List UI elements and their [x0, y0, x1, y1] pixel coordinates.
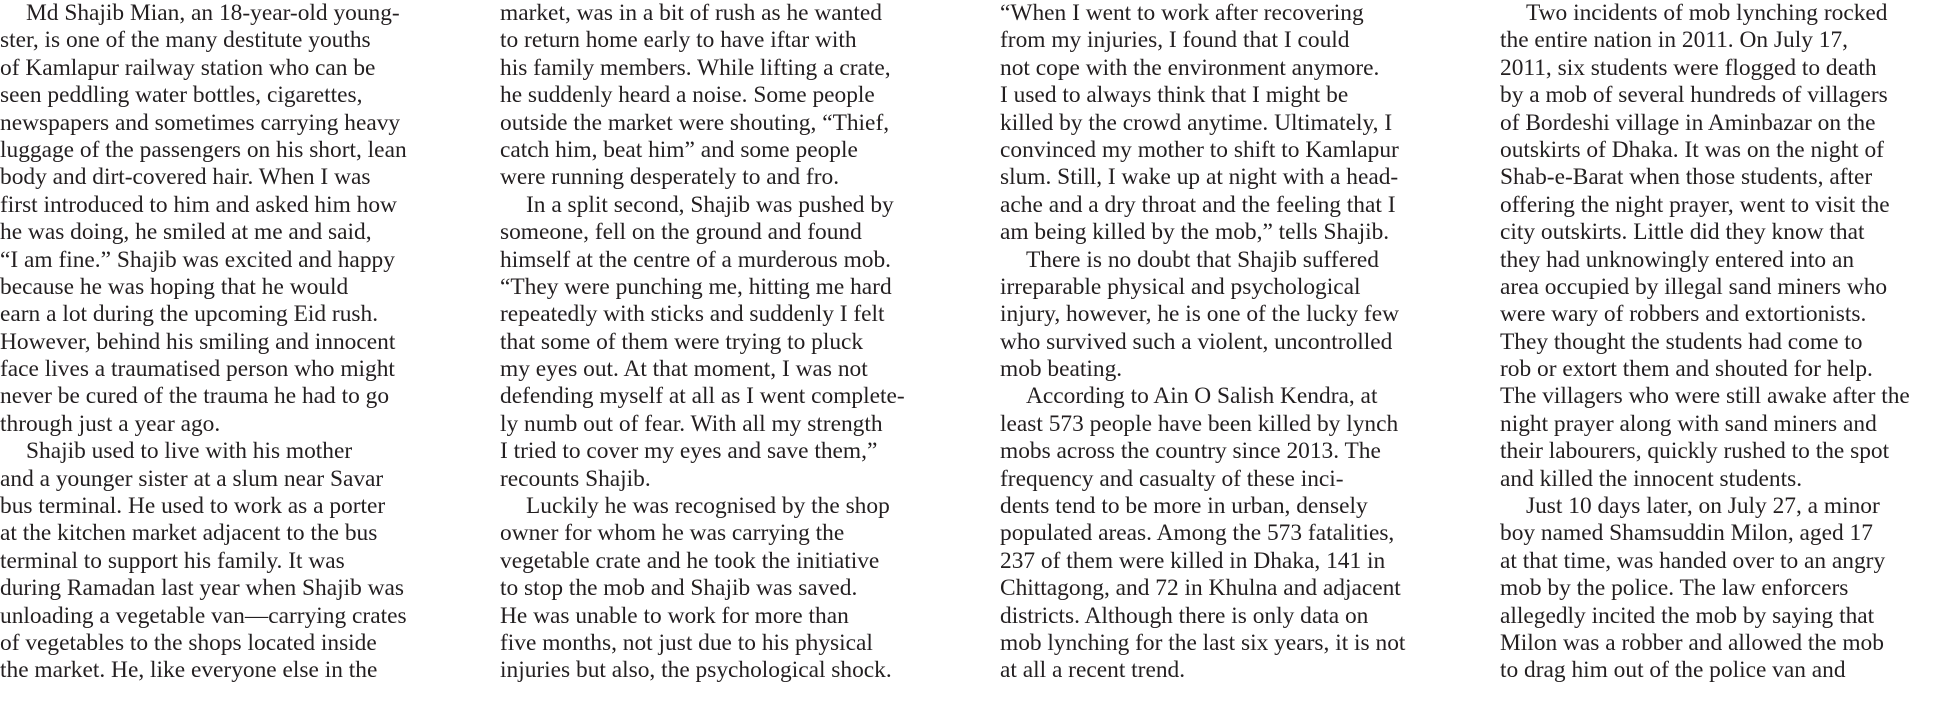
- text-line: mob lynching for the last six years, it is not: [1000, 629, 1406, 656]
- text-line: area occupied by illegal sand miners who: [1500, 273, 1888, 300]
- text-line: never be cured of the trauma he had to go: [0, 383, 390, 410]
- text-line: and killed the innocent students.: [1500, 465, 1803, 492]
- text-line: of Kamlapur railway station who can be: [0, 54, 376, 81]
- text-line: injuries but also, the psychological shock.: [500, 657, 892, 684]
- text-line: by a mob of several hundreds of villagers: [1500, 82, 1888, 109]
- text-line: their labourers, quickly rushed to the spot: [1500, 438, 1890, 465]
- text-line: Just 10 days later, on July 27, a minor: [1526, 493, 1880, 520]
- text-line: Two incidents of mob lynching rocked: [1526, 0, 1888, 26]
- text-line: 237 of them were killed in Dhaka, 141 in: [1000, 547, 1386, 574]
- text-line: during Ramadan last year when Shajib was: [0, 575, 405, 602]
- text-line: himself at the centre of a murderous mob.: [500, 246, 892, 273]
- text-line: my eyes out. At that moment, I was not: [500, 356, 868, 383]
- text-line: recounts Shajib.: [500, 465, 651, 492]
- text-line: catch him, beat him” and some people: [500, 136, 858, 163]
- text-line: and a younger sister at a slum near Savar: [0, 465, 384, 492]
- text-line: killed by the crowd anytime. Ultimately, I: [1000, 109, 1393, 136]
- text-line: injury, however, he is one of the lucky few: [1000, 301, 1399, 328]
- text-line: defending myself at all as I went complete-: [500, 383, 905, 410]
- text-line: However, behind his smiling and innocent: [0, 328, 396, 355]
- text-line: bus terminal. He used to work as a porter: [0, 493, 386, 520]
- text-line: the entire nation in 2011. On July 17,: [1500, 27, 1848, 54]
- text-line: five months, not just due to his physical: [500, 629, 873, 656]
- text-line: districts. Although there is only data on: [1000, 602, 1369, 629]
- text-line: that some of them were trying to pluck: [500, 328, 864, 355]
- text-line: outside the market were shouting, “Thief,: [500, 109, 890, 136]
- article-column-3: [1000, 0, 1470, 685]
- article-column-2: [500, 0, 970, 685]
- text-line: first introduced to him and asked him how: [0, 191, 397, 218]
- text-line: boy named Shamsuddin Milon, aged 17: [1500, 520, 1873, 547]
- text-line: Md Shajib Mian, an 18-year-old young-: [26, 0, 400, 26]
- text-line: through just a year ago.: [0, 410, 221, 437]
- text-line: I used to always think that I might be: [1000, 82, 1349, 109]
- text-line: unloading a vegetable van—carrying crates: [0, 602, 407, 629]
- text-line: irreparable physical and psychological: [1000, 273, 1361, 300]
- text-line: the market. He, like everyone else in the: [0, 657, 378, 684]
- text-line: Shajib used to live with his mother: [26, 438, 353, 465]
- text-line: at that time, was handed over to an angry: [1500, 547, 1886, 574]
- text-line: In a split second, Shajib was pushed by: [526, 191, 894, 218]
- text-line: slum. Still, I wake up at night with a head-: [1000, 164, 1399, 191]
- text-line: luggage of the passengers on his short, lean: [0, 136, 407, 163]
- text-line: populated areas. Among the 573 fatalities,: [1000, 520, 1395, 547]
- text-line: to stop the mob and Shajib was saved.: [500, 575, 858, 602]
- text-line: There is no doubt that Shajib suffered: [1026, 246, 1379, 273]
- text-line: least 573 people have been killed by lynch: [1000, 410, 1399, 437]
- text-line: night prayer along with sand miners and: [1500, 410, 1877, 437]
- text-line: Shab-e-Barat when those students, after: [1500, 164, 1873, 191]
- text-line: because he was hoping that he would: [0, 273, 349, 300]
- text-line: He was unable to work for more than: [500, 602, 849, 629]
- text-line: am being killed by the mob,” tells Shajib.: [1000, 219, 1390, 246]
- text-line: “When I went to work after recovering: [1000, 0, 1364, 26]
- text-line: at all a recent trend.: [1000, 657, 1186, 684]
- text-line: dents tend to be more in urban, densely: [1000, 493, 1368, 520]
- text-line: 2011, six students were flogged to death: [1500, 54, 1877, 81]
- text-line: face lives a traumatised person who might: [0, 356, 395, 383]
- text-line: allegedly incited the mob by saying that: [1500, 602, 1875, 629]
- text-line: seen peddling water bottles, cigarettes,: [0, 82, 363, 109]
- text-line: According to Ain O Salish Kendra, at: [1026, 383, 1378, 410]
- text-line: owner for whom he was carrying the: [500, 520, 845, 547]
- article-column-4: [1500, 0, 1950, 685]
- text-line: city outskirts. Little did they know that: [1500, 219, 1865, 246]
- text-line: who survived such a violent, uncontrolled: [1000, 328, 1393, 355]
- text-line: “I am fine.” Shajib was excited and happy: [0, 246, 395, 273]
- text-line: mob beating.: [1000, 356, 1123, 383]
- text-line: at the kitchen market adjacent to the bus: [0, 520, 378, 547]
- text-line: The villagers who were still awake after the: [1500, 383, 1910, 410]
- text-line: vegetable crate and he took the initiative: [500, 547, 880, 574]
- text-line: he suddenly heard a noise. Some people: [500, 82, 875, 109]
- text-line: he was doing, he smiled at me and said,: [0, 219, 372, 246]
- text-line: Luckily he was recognised by the shop: [526, 493, 890, 520]
- text-line: terminal to support his family. It was: [0, 547, 345, 574]
- text-line: body and dirt-covered hair. When I was: [0, 164, 371, 191]
- text-line: “They were punching me, hitting me hard: [500, 273, 892, 300]
- text-line: rob or extort them and shouted for help.: [1500, 356, 1873, 383]
- text-line: frequency and casualty of these inci-: [1000, 465, 1344, 492]
- text-line: earn a lot during the upcoming Eid rush.: [0, 301, 379, 328]
- text-line: ster, is one of the many destitute youths: [0, 27, 371, 54]
- text-line: from my injuries, I found that I could: [1000, 27, 1350, 54]
- article-column-1: [0, 0, 470, 685]
- text-line: They thought the students had come to: [1500, 328, 1863, 355]
- text-line: mobs across the country since 2013. The: [1000, 438, 1381, 465]
- text-line: convinced my mother to shift to Kamlapur: [1000, 136, 1399, 163]
- text-line: ache and a dry throat and the feeling that I: [1000, 191, 1396, 218]
- text-line: of vegetables to the shops located inside: [0, 629, 377, 656]
- text-line: Milon was a robber and allowed the mob: [1500, 629, 1884, 656]
- text-line: they had unknowingly entered into an: [1500, 246, 1855, 273]
- text-line: were running desperately to and fro.: [500, 164, 840, 191]
- text-line: I tried to cover my eyes and save them,”: [500, 438, 878, 465]
- text-line: repeatedly with sticks and suddenly I felt: [500, 301, 885, 328]
- text-line: someone, fell on the ground and found: [500, 219, 862, 246]
- text-line: ly numb out of fear. With all my strength: [500, 410, 883, 437]
- text-line: outskirts of Dhaka. It was on the night of: [1500, 136, 1884, 163]
- text-line: to drag him out of the police van and: [1500, 657, 1846, 684]
- text-line: not cope with the environment anymore.: [1000, 54, 1380, 81]
- text-line: were wary of robbers and extortionists.: [1500, 301, 1867, 328]
- text-line: Chittagong, and 72 in Khulna and adjacent: [1000, 575, 1401, 602]
- text-line: market, was in a bit of rush as he wanted: [500, 0, 882, 26]
- text-line: to return home early to have iftar with: [500, 27, 857, 54]
- text-line: offering the night prayer, went to visit the: [1500, 191, 1890, 218]
- text-line: his family members. While lifting a crate,: [500, 54, 891, 81]
- text-line: mob by the police. The law enforcers: [1500, 575, 1849, 602]
- text-line: newspapers and sometimes carrying heavy: [0, 109, 401, 136]
- text-line: of Bordeshi village in Aminbazar on the: [1500, 109, 1876, 136]
